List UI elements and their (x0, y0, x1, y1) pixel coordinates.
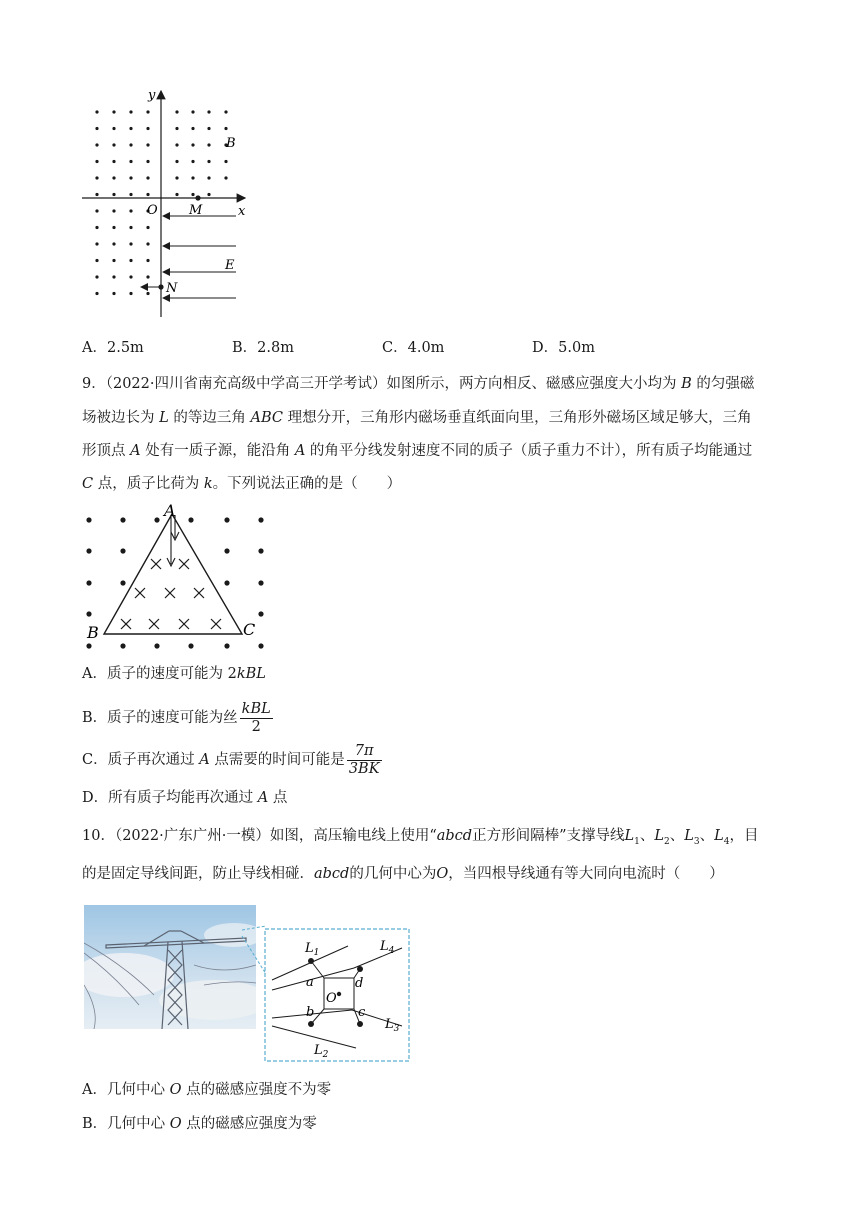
label-O: O (147, 203, 158, 218)
label-a: a (306, 975, 314, 990)
q9-stem-line-4: C 点，质子比荷为 k。下列说法正确的是（ ） (82, 476, 402, 492)
label-E: E (225, 258, 235, 273)
label-L3: $L_3$ (385, 1017, 400, 1034)
point-M (195, 195, 200, 200)
center-point-O (337, 992, 341, 996)
label-O: O (326, 991, 337, 1006)
label-c: c (358, 1005, 366, 1020)
label-b: b (306, 1005, 315, 1020)
label-x: x (238, 204, 246, 219)
label-d: d (355, 976, 364, 991)
q9-stem-line-3: 形顶点 A 处有一质子源，能沿角 A 的角平分线发射速度不同的质子（质子重力不计），所有质子均能通过 (82, 443, 753, 459)
q8-option-b[interactable]: B．2.8m (232, 340, 294, 356)
power-tower-photo (84, 905, 256, 1029)
q8-figure (80, 85, 260, 325)
q9-option-c[interactable]: C．质子再次通过 A 点需要的时间可能是 $\frac{7\pi}{3BK}$ (82, 742, 380, 777)
q8-option-c[interactable]: C．4.0m (382, 340, 445, 356)
label-L2: $L_2$ (314, 1043, 329, 1060)
q8-option-d[interactable]: D．5.0m (532, 340, 595, 356)
label-N: N (166, 281, 178, 296)
q9-option-d[interactable]: D．所有质子均能再次通过 A 点 (82, 790, 288, 806)
triangle-abc (104, 514, 242, 634)
q10-option-a[interactable]: A．几何中心 O 点的磁感应强度不为零 (82, 1082, 332, 1098)
q10-stem-line-2: 的是固定导线间距，防止导线相碰．abcd的几何中心为O，当四根导线通有等大同向电流时（ ） (82, 866, 724, 882)
q10-spacer-diagram (264, 928, 410, 1062)
fraction: $\frac{\text{kBL}}{2}$ (241, 700, 271, 735)
label-y: y (148, 88, 156, 103)
point-N (158, 284, 163, 289)
label-M: M (189, 203, 203, 218)
q9-figure (82, 500, 272, 650)
q9-option-a[interactable]: A．质子的速度可能为 2kBL (82, 666, 266, 682)
label-L4: $L_4$ (380, 939, 395, 956)
label-C: C (243, 620, 256, 639)
q10-stem-line-1: 10．（2022·广东广州·一模）如图，高压输电线上使用“abcd正方形间隔棒”支撑导线$L_1$、$L_2$、$L_3$、$L_4$，目 (82, 828, 759, 847)
inner-field-crosses (121, 559, 221, 629)
fraction: $\frac{7\pi}{3BK}$ (348, 742, 380, 777)
label-B: B (226, 136, 236, 151)
q10-option-b[interactable]: B．几何中心 O 点的磁感应强度为零 (82, 1116, 317, 1132)
q9-option-b[interactable]: B．质子的速度可能为丝 $\frac{\text{kBL}}{2}$ (82, 700, 271, 735)
label-A: A (164, 501, 176, 520)
label-B: B (87, 623, 99, 642)
wire-L4 (354, 948, 402, 968)
label-L1: $L_1$ (305, 941, 320, 958)
q9-stem-line-1: 9．（2022·四川省南充高级中学高三开学考试）如图所示，两方向相反、磁感应强度大小均为 B 的匀强磁 (82, 376, 755, 392)
q8-option-a[interactable]: A．2.5m (82, 340, 144, 356)
q9-stem-line-2: 场被边长为 L 的等边三角 ABC 理想分开，三角形内磁场垂直纸面向里，三角形外磁场区域足够大，三角 (82, 410, 752, 426)
